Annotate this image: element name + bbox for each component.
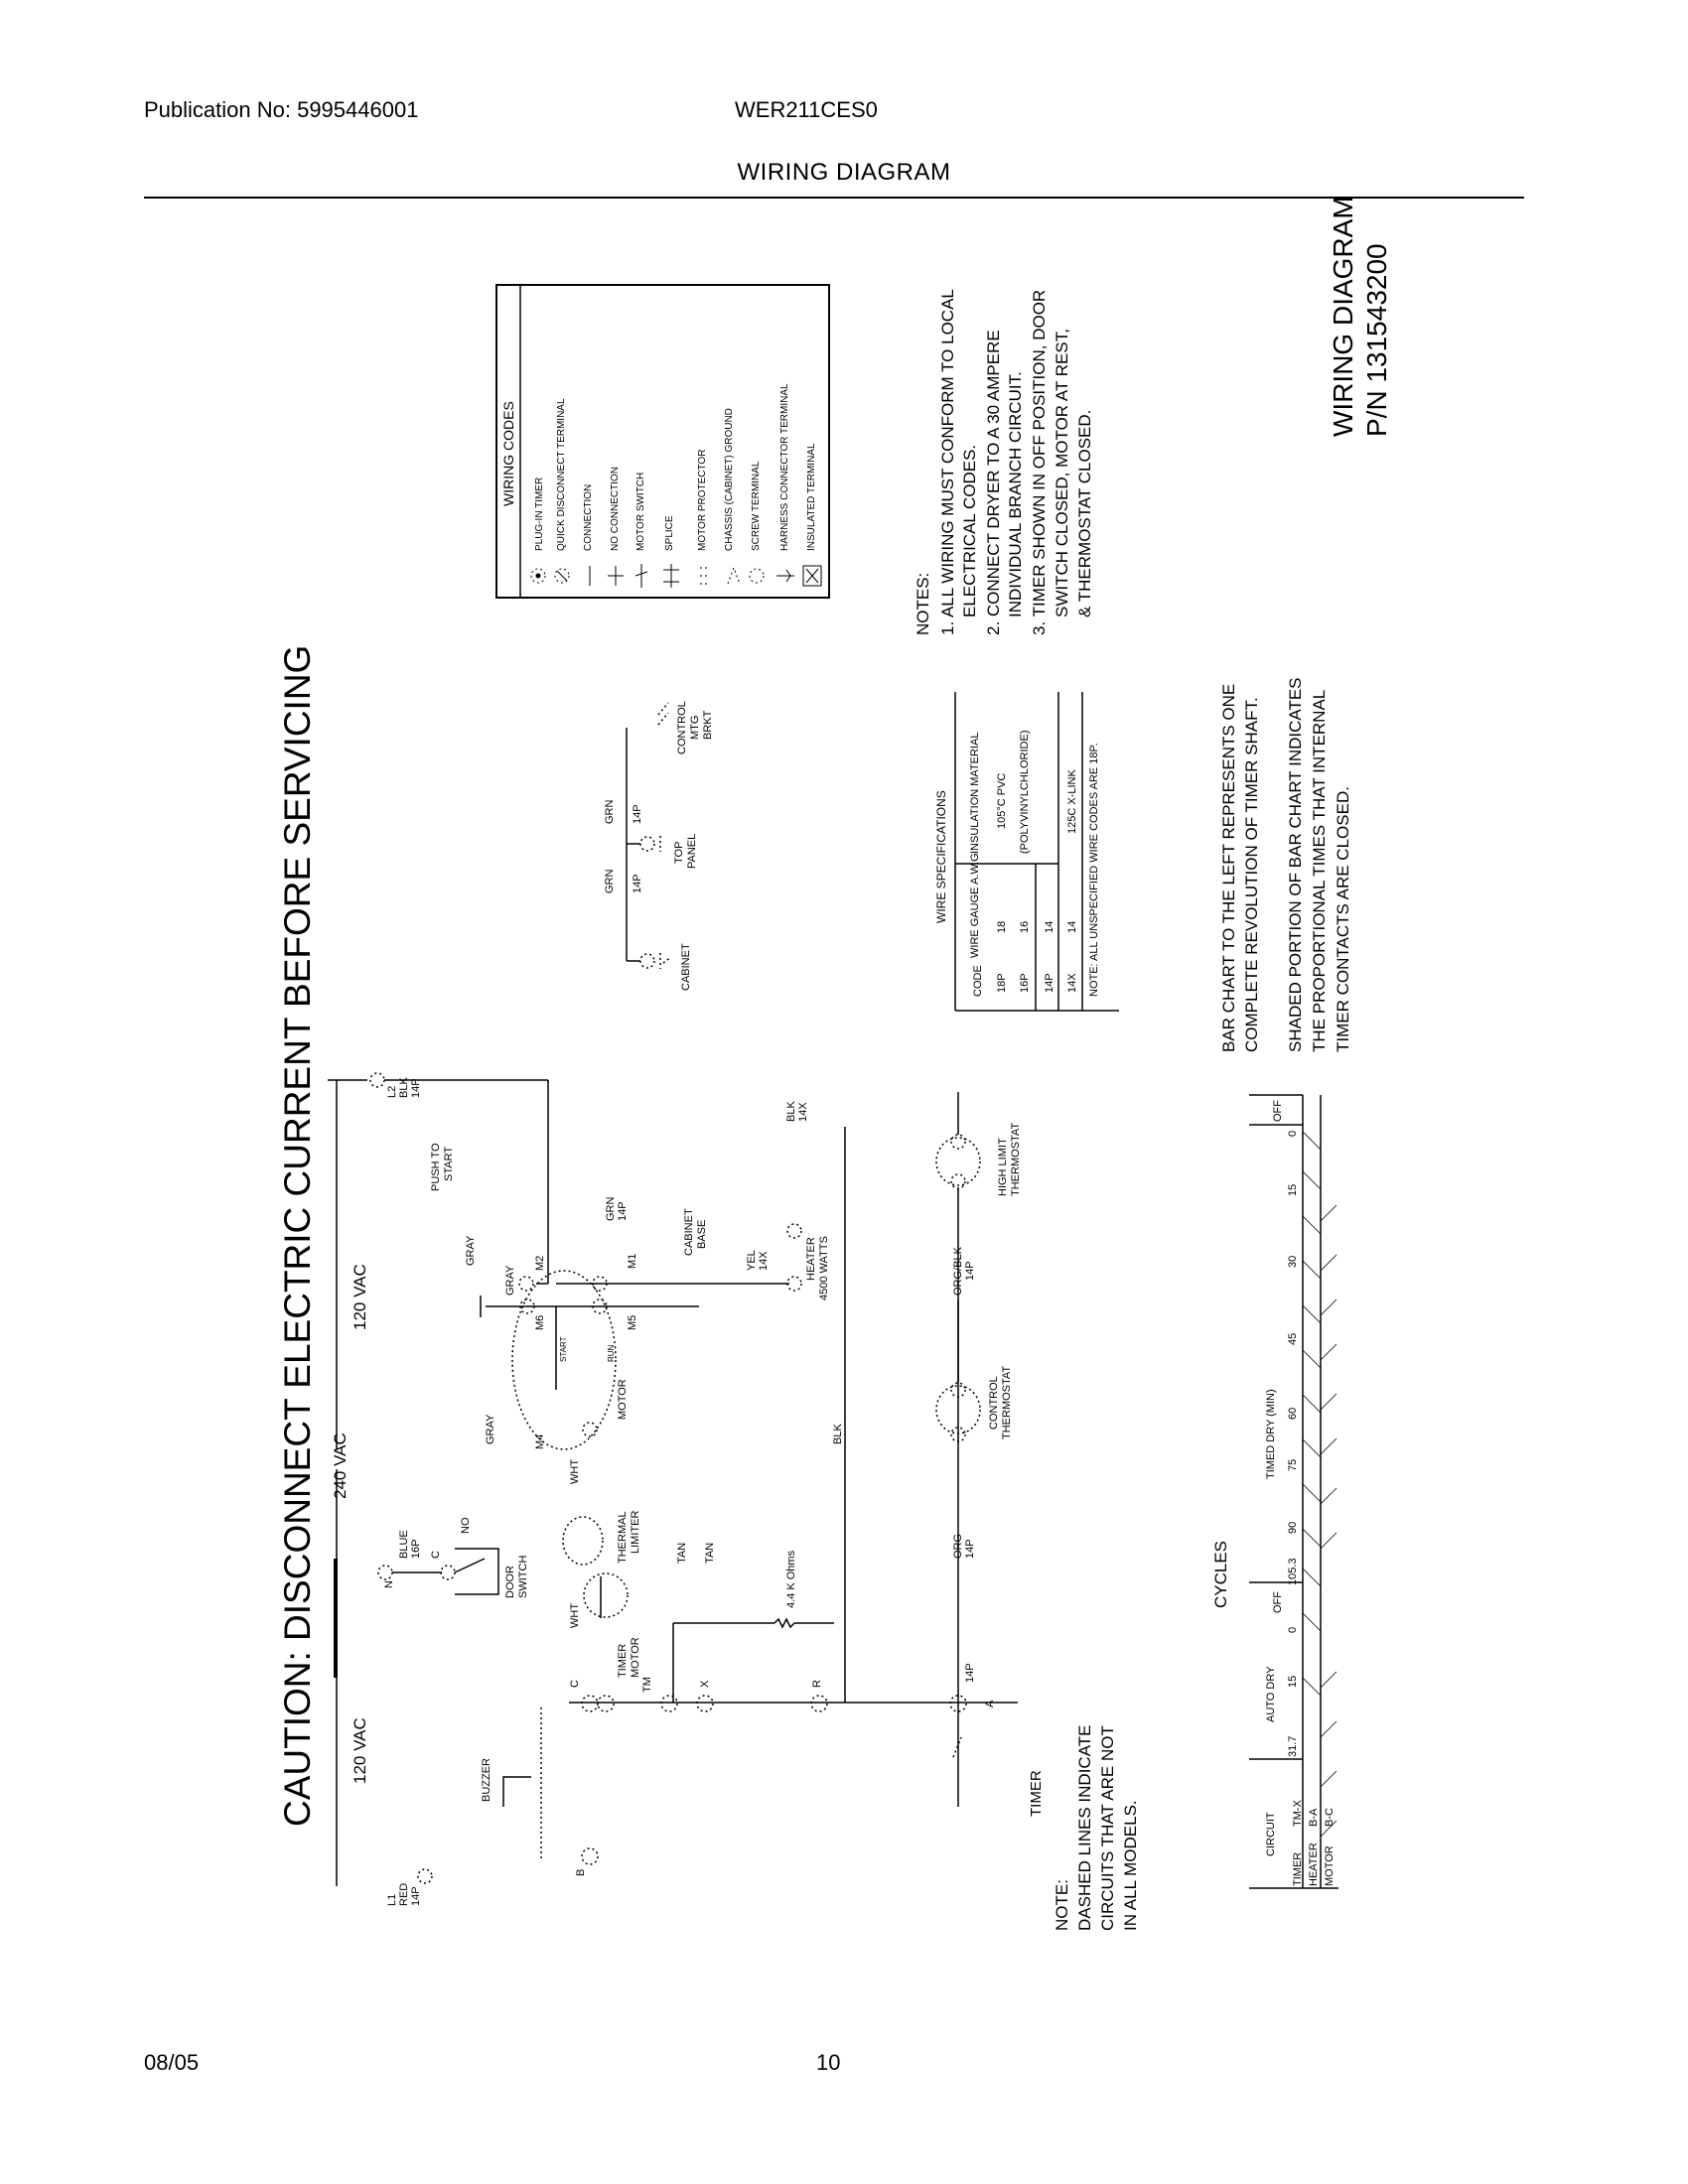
legend-label: MOTOR SWITCH: [635, 472, 646, 551]
th-insulation: INSULATION MATERIAL: [969, 732, 981, 854]
wiring-codes-title: WIRING CODES: [500, 401, 516, 506]
circuit-name: HEATER: [1308, 1843, 1320, 1886]
wire-label: 16P: [410, 1539, 422, 1559]
wire-label: TAN: [704, 1542, 716, 1564]
model-number: WER211CES0: [735, 97, 878, 122]
l1-label: L1: [386, 1893, 398, 1906]
note-line: 3. TIMER SHOWN IN OFF POSITION, DOOR: [1030, 289, 1049, 635]
control-thermostat-label: CONTROL: [988, 1376, 1000, 1430]
legend-label: MOTOR PROTECTOR: [697, 449, 708, 551]
timer-cycle-chart: [1211, 1095, 1338, 1888]
td: 14: [1044, 920, 1055, 933]
control-thermostat-label: THERMOSTAT: [1001, 1365, 1013, 1439]
note-line: & THERMOSTAT CLOSED.: [1075, 409, 1094, 617]
wire-label: BLUE: [398, 1530, 410, 1559]
part-number: P/N 131543200: [1361, 243, 1392, 437]
c-label: C: [569, 1680, 581, 1688]
circuit-name: MOTOR: [1324, 1845, 1336, 1886]
notes-block: [914, 289, 1094, 635]
timer-motor-label: MOTOR: [630, 1637, 641, 1678]
door-c-label: C: [430, 1551, 442, 1559]
voltage-240: 240 VAC: [331, 1433, 350, 1499]
high-limit-label: THERMOSTAT: [1010, 1122, 1022, 1196]
high-limit-label: HIGH LIMIT: [997, 1138, 1009, 1196]
tick: 15: [1287, 1183, 1299, 1196]
note-line: CIRCUITS THAT ARE NOT: [1098, 1725, 1117, 1931]
wire-label: 14P: [964, 1261, 976, 1281]
td: 16: [1019, 920, 1031, 933]
main-circuit-wires: [328, 1073, 1018, 1886]
circuit-name: TIMER: [1292, 1851, 1304, 1886]
diagram-title: WIRING DIAGRAM: [1328, 196, 1358, 437]
screw-terminal-icon: [750, 569, 764, 583]
note-line: IN ALL MODELS.: [1121, 1800, 1140, 1931]
dashed-lines-note: [1053, 1724, 1140, 1931]
note-line: COMPLETE REVOLUTION OF TIMER SHAFT.: [1242, 697, 1261, 1052]
tm-label: TM: [641, 1677, 653, 1693]
note-line: DASHED LINES INDICATE: [1075, 1724, 1094, 1931]
circuit-contacts: TM-X: [1292, 1800, 1304, 1827]
legend-label: QUICK DISCONNECT TERMINAL: [556, 398, 567, 551]
tick: 90: [1287, 1521, 1299, 1534]
chassis-ground-icon: [728, 568, 740, 584]
publication-number: Publication No: 5995446001: [144, 97, 419, 122]
door-switch-label: DOOR: [504, 1566, 516, 1598]
control-bracket-label: BRKT: [702, 710, 714, 740]
m2-label: M2: [534, 1255, 546, 1271]
note-line: THE PROPORTIONAL TIMES THAT INTERNAL: [1310, 689, 1329, 1052]
legend-label: CHASSIS (CABINET) GROUND: [724, 408, 735, 551]
run-winding-label: RUN: [607, 1344, 616, 1362]
motor-switch-icon: [635, 564, 647, 588]
door-switch-label: SWITCH: [517, 1555, 529, 1598]
td: 14X: [1066, 973, 1078, 993]
r-label: R: [811, 1680, 823, 1688]
footer-date: 08/05: [144, 2050, 200, 2075]
caution-text: CAUTION: DISCONNECT ELECTRIC CURRENT BEFORE SERVICING: [277, 644, 318, 1827]
m4-label: M4: [534, 1433, 546, 1449]
n-label: N: [383, 1580, 395, 1588]
timer-label: TIMER: [1028, 1770, 1045, 1817]
td: 105°C PVC: [996, 772, 1008, 829]
td: 18: [996, 920, 1008, 933]
legend-label: SPLICE: [664, 515, 675, 551]
resistor-label: 4.4 K Ohms: [785, 1550, 797, 1608]
motor-protector-icon: [700, 568, 710, 584]
m6-label: M6: [534, 1314, 546, 1330]
tick: 15: [1287, 1675, 1299, 1688]
wire-label: ORG: [952, 1533, 964, 1559]
legend-label: HARNESS CONNECTOR TERMINAL: [779, 383, 790, 551]
wire-label: BLK: [785, 1101, 797, 1122]
cabinet-label: CABINET: [680, 943, 692, 991]
wire-label: 14P: [964, 1663, 976, 1683]
wire-label: GRAY: [504, 1265, 516, 1296]
wire-specifications-table: [934, 692, 1119, 1011]
th-gauge: WIRE GAUGE A.W.G: [969, 853, 981, 958]
wire-label: 14P: [410, 1886, 422, 1906]
wire-label: GRN: [604, 799, 616, 824]
tick: 0: [1287, 1130, 1299, 1137]
wire-label: TAN: [676, 1542, 688, 1564]
circuit-contacts: B-A: [1308, 1808, 1320, 1827]
note-line: 2. CONNECT DRYER TO A 30 AMPERE: [984, 330, 1003, 635]
component-labels: [331, 1077, 1045, 1906]
bar-chart-notes: [1219, 677, 1352, 1052]
th-code: CODE: [972, 965, 984, 997]
b-label: B: [575, 1868, 587, 1876]
wire-label: 14P: [410, 1078, 422, 1098]
wire-label: 14P: [632, 804, 643, 824]
chart-title: CYCLES: [1211, 1540, 1230, 1608]
legend-label: PLUG-IN TIMER: [534, 477, 545, 551]
harness-connector-icon: [776, 570, 794, 582]
control-bracket-label: CONTROL: [676, 701, 688, 754]
wire-label: GRAY: [465, 1235, 477, 1266]
page-title: WIRING DIAGRAM: [737, 159, 951, 186]
tick: OFF: [1272, 1591, 1284, 1613]
tick: 105.3: [1287, 1558, 1299, 1585]
heater-label: HEATER: [805, 1237, 817, 1281]
td: 14: [1066, 920, 1078, 933]
motor-label: MOTOR: [617, 1379, 629, 1420]
wire-label: GRN: [605, 1196, 617, 1221]
tick: 75: [1287, 1458, 1299, 1471]
thermal-limiter-label: THERMAL: [617, 1511, 629, 1564]
note-line: TIMER CONTACTS ARE CLOSED.: [1334, 786, 1352, 1052]
wire-specs-note: NOTE: ALL UNSPECIFIED WIRE CODES ARE 18P.: [1088, 743, 1100, 997]
page-number: 10: [816, 2050, 841, 2075]
timed-dry-label: TIMED DRY (MIN): [1265, 1389, 1277, 1479]
tick: 31.7: [1287, 1735, 1299, 1757]
notes-title: NOTES:: [914, 572, 932, 635]
heater-label: 4500 WATTS: [818, 1236, 830, 1300]
td: 125C X-LINK: [1066, 769, 1078, 834]
control-bracket-label: MTG: [689, 715, 701, 740]
wire-label: GRN: [604, 869, 616, 893]
wire-label: GRAY: [485, 1414, 496, 1444]
buzzer-label: BUZZER: [481, 1758, 492, 1802]
wire-label: WHT: [569, 1602, 581, 1628]
note-line: BAR CHART TO THE LEFT REPRESENTS ONE: [1219, 683, 1238, 1052]
td: 16P: [1019, 973, 1031, 993]
voltage-120-left: 120 VAC: [351, 1717, 369, 1784]
thermal-limiter-label: LIMITER: [630, 1510, 641, 1554]
wire-label: WHT: [569, 1458, 581, 1484]
splice-icon: [663, 564, 679, 588]
wire-label: BLK: [832, 1424, 844, 1444]
push-to-start-label: PUSH TO: [430, 1143, 442, 1191]
wire-specs-title: WIRE SPECIFICATIONS: [934, 790, 948, 923]
circuit-contacts: B-C: [1324, 1808, 1336, 1827]
td: 14P: [1044, 973, 1055, 993]
wire-label: 14P: [964, 1539, 976, 1559]
top-panel-label: PANEL: [686, 833, 698, 869]
note-line: SWITCH CLOSED, MOTOR AT REST,: [1053, 329, 1071, 617]
note-line: SHADED PORTION OF BAR CHART INDICATES: [1286, 677, 1305, 1052]
m1-label: M1: [627, 1253, 638, 1269]
auto-dry-label: AUTO DRY: [1265, 1666, 1277, 1722]
wire-label: 14X: [758, 1251, 770, 1271]
wiring-codes-legend: [496, 285, 829, 598]
circuit-header: CIRCUIT: [1265, 1812, 1277, 1856]
l2-label: L2: [386, 1085, 398, 1098]
wire-label: YEL: [746, 1250, 758, 1271]
note-line: 1. ALL WIRING MUST CONFORM TO LOCAL: [938, 289, 957, 635]
wire-label: 14X: [797, 1102, 809, 1122]
wire-label: 14P: [617, 1201, 629, 1221]
start-winding-label: START: [559, 1336, 568, 1362]
tick: 0: [1287, 1626, 1299, 1633]
wire-label: 14P: [632, 874, 643, 893]
td: (POLYVINYLCHLORIDE): [1019, 730, 1031, 854]
m5-label: M5: [627, 1314, 638, 1330]
push-to-start-label: START: [443, 1146, 455, 1181]
top-panel-label: TOP: [673, 841, 685, 864]
wire-label: RED: [398, 1882, 410, 1906]
x-label: X: [699, 1680, 711, 1688]
note-line: ELECTRICAL CODES.: [960, 444, 979, 617]
cabinet-base-label: CABINET: [683, 1208, 695, 1256]
tick: 60: [1287, 1407, 1299, 1420]
td: 18P: [996, 973, 1008, 993]
note-line: INDIVIDUAL BRANCH CIRCUIT.: [1006, 371, 1025, 617]
ground-circuit: [604, 701, 714, 991]
door-no-label: NO: [460, 1517, 472, 1534]
a-label: A: [984, 1700, 996, 1707]
cabinet-base-label: BASE: [696, 1219, 708, 1249]
voltage-120-right: 120 VAC: [351, 1264, 369, 1330]
tick: 30: [1287, 1255, 1299, 1268]
legend-label: CONNECTION: [583, 483, 594, 551]
legend-label: INSULATED TERMINAL: [806, 443, 817, 551]
tick: OFF: [1272, 1100, 1284, 1122]
legend-label: NO CONNECTION: [610, 467, 621, 551]
tick: 45: [1287, 1332, 1299, 1345]
note-line: NOTE:: [1053, 1879, 1071, 1931]
wire-label: BLK: [398, 1077, 410, 1098]
legend-label: SCREW TERMINAL: [751, 461, 762, 551]
wire-label: ORG/BLK: [952, 1247, 964, 1296]
timer-motor-label: TIMER: [617, 1643, 629, 1678]
